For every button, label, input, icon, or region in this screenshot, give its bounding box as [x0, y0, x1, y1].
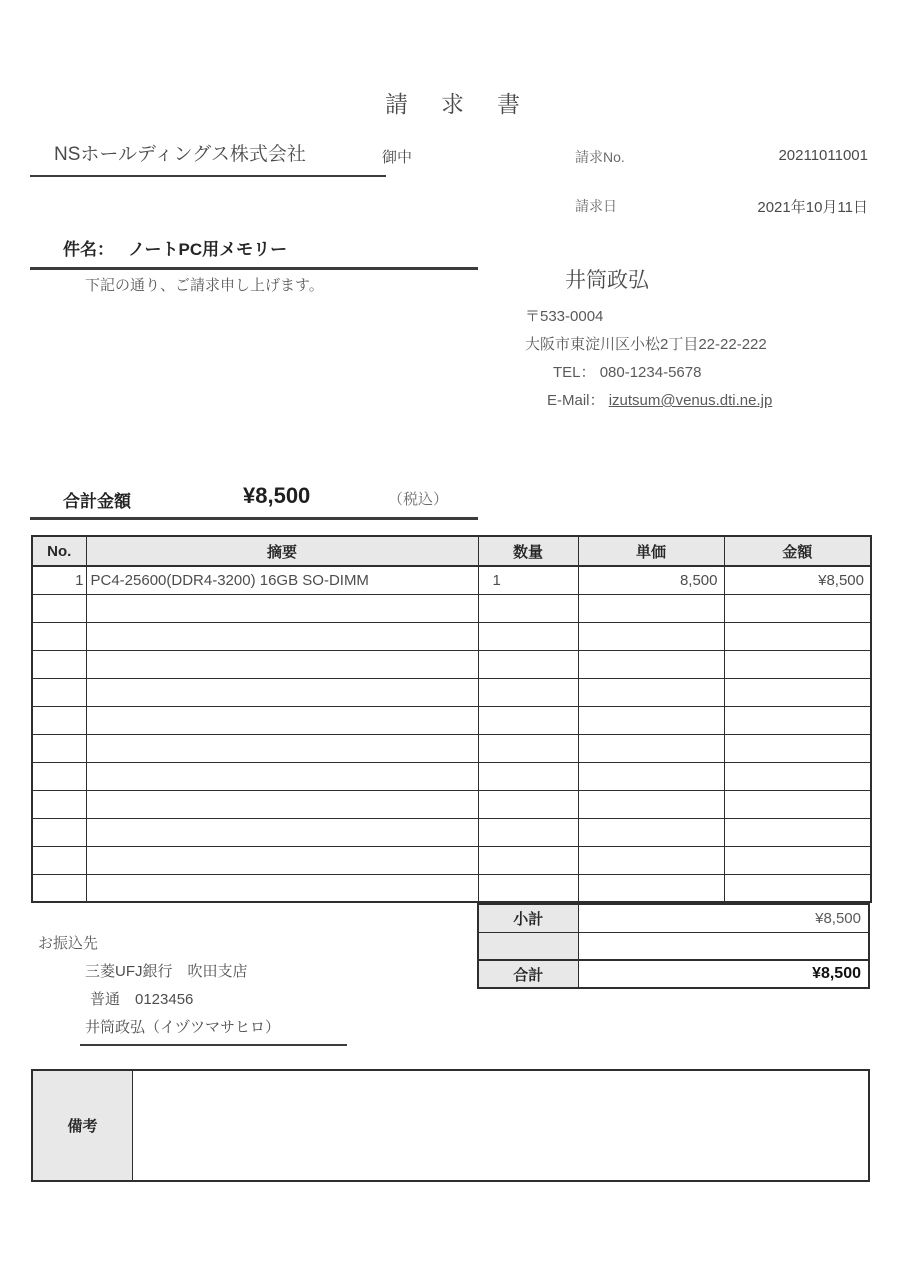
table-row [32, 846, 871, 874]
table-row [32, 566, 871, 594]
table-cell [478, 874, 578, 902]
table-cell [724, 706, 871, 734]
table-cell [724, 734, 871, 762]
tax-label [478, 932, 578, 960]
grand-total-label: 合計 [478, 960, 578, 988]
table-row [32, 790, 871, 818]
table-cell [32, 706, 86, 734]
header-description: 摘要 [86, 536, 478, 566]
table-header-row [32, 536, 871, 566]
table-cell: 1 [32, 566, 86, 594]
table-cell [32, 790, 86, 818]
subject-block [30, 235, 478, 270]
grand-total-row [478, 960, 869, 988]
invoice-number-label: 請求No. [575, 149, 625, 165]
sender-name: 井筒政弘 [565, 269, 649, 292]
table-row [32, 650, 871, 678]
invoice-meta [575, 147, 868, 246]
table-cell [724, 594, 871, 622]
table-cell [478, 762, 578, 790]
table-cell [478, 734, 578, 762]
subtotal-value: ¥8,500 [578, 904, 869, 932]
summary-table [477, 903, 870, 989]
table-row [32, 818, 871, 846]
table-cell [578, 622, 724, 650]
bank-branch: 三菱UFJ銀行 吹田支店 [85, 963, 248, 980]
bank-holder: 井筒政弘（イヅツマサヒロ） [85, 1019, 281, 1036]
table-cell [86, 678, 478, 706]
total-banner-amount: ¥8,500 [243, 483, 311, 508]
sender-email-line [547, 387, 872, 415]
subtotal-row [478, 904, 869, 932]
table-row [32, 706, 871, 734]
bank-account: 普通 0123456 [90, 991, 194, 1008]
table-cell [578, 790, 724, 818]
tel-label: TEL： [553, 364, 596, 381]
table-cell [478, 790, 578, 818]
total-banner-divider [30, 517, 478, 520]
sender-address: 大阪市東淀川区小松2丁目22-22-222 [525, 336, 767, 353]
invoice-number-value: 20211011001 [778, 147, 868, 164]
table-row [32, 874, 871, 902]
table-cell [724, 678, 871, 706]
line-items-table [31, 535, 872, 903]
table-cell [32, 594, 86, 622]
table-cell [724, 790, 871, 818]
table-cell [478, 846, 578, 874]
invoice-date-label: 請求日 [575, 198, 617, 214]
table-cell [578, 762, 724, 790]
table-cell [578, 846, 724, 874]
page-title: 請求書 [385, 91, 553, 117]
table-cell [86, 594, 478, 622]
table-cell: PC4-25600(DDR4-3200) 16GB SO-DIMM [86, 566, 478, 594]
subject-value: ノートPC用メモリー [128, 240, 288, 259]
table-cell: ¥8,500 [724, 566, 871, 594]
table-cell [478, 706, 578, 734]
tax-value [578, 932, 869, 960]
greeting-text: 下記の通り、ご請求申し上げます。 [85, 277, 324, 294]
table-cell [578, 594, 724, 622]
table-cell [478, 818, 578, 846]
subject-divider [30, 267, 478, 270]
subtotal-label: 小計 [478, 904, 578, 932]
table-cell [86, 734, 478, 762]
table-cell [32, 622, 86, 650]
grand-total-value: ¥8,500 [578, 960, 869, 988]
table-cell: 1 [478, 566, 578, 594]
table-cell [724, 622, 871, 650]
table-cell [724, 762, 871, 790]
table-cell [32, 818, 86, 846]
subject-label: 件名： [63, 240, 114, 259]
header-amount: 金額 [724, 536, 871, 566]
header-no: No. [32, 536, 86, 566]
remarks-label: 備考 [33, 1071, 133, 1180]
table-cell [478, 594, 578, 622]
header-unit-price: 単価 [578, 536, 724, 566]
table-cell [578, 706, 724, 734]
table-cell [724, 818, 871, 846]
bank-heading: お振込先 [38, 935, 99, 952]
invoice-date-value: 2021年10月11日 [757, 199, 868, 216]
table-cell [86, 818, 478, 846]
table-row [32, 762, 871, 790]
bank-underline [80, 1044, 347, 1046]
remarks-box [31, 1069, 870, 1182]
header-quantity: 数量 [478, 536, 578, 566]
table-cell [32, 734, 86, 762]
tax-row [478, 932, 869, 960]
sender-tel-line [553, 359, 872, 387]
total-banner-tax-note: （税込） [388, 491, 449, 508]
remarks-value[interactable] [133, 1071, 868, 1180]
table-cell: 8,500 [578, 566, 724, 594]
table-cell [724, 874, 871, 902]
table-cell [86, 706, 478, 734]
table-cell [578, 734, 724, 762]
table-cell [32, 678, 86, 706]
invoice-date-row [575, 196, 868, 217]
invoice-number-row [575, 147, 868, 167]
table-cell [86, 762, 478, 790]
sender-postal: 〒533-0004 [525, 308, 604, 325]
table-row [32, 622, 871, 650]
table-body [32, 566, 871, 902]
recipient-honorific: 御中 [382, 149, 413, 166]
table-cell [578, 874, 724, 902]
sender-block [520, 264, 872, 415]
table-cell [724, 650, 871, 678]
table-cell [478, 678, 578, 706]
table-cell [32, 846, 86, 874]
table-cell [86, 790, 478, 818]
table-cell [32, 874, 86, 902]
email-link[interactable]: izutsum@venus.dti.ne.jp [608, 392, 773, 409]
table-row [32, 734, 871, 762]
table-cell [578, 818, 724, 846]
recipient-block [30, 139, 386, 177]
table-cell [86, 650, 478, 678]
table-cell [478, 650, 578, 678]
total-banner [30, 483, 478, 516]
table-cell [478, 622, 578, 650]
table-cell [578, 678, 724, 706]
table-cell [86, 622, 478, 650]
table-cell [32, 650, 86, 678]
email-label: E-Mail： [547, 392, 605, 409]
bank-info-block [38, 930, 438, 1046]
total-banner-label: 合計金額 [63, 492, 131, 511]
table-row [32, 678, 871, 706]
table-cell [724, 846, 871, 874]
tel-value: 080-1234-5678 [599, 364, 702, 381]
table-row [32, 594, 871, 622]
table-cell [86, 874, 478, 902]
table-cell [32, 762, 86, 790]
table-cell [86, 846, 478, 874]
table-cell [578, 650, 724, 678]
recipient-name: NSホールディングス株式会社 [54, 144, 306, 165]
